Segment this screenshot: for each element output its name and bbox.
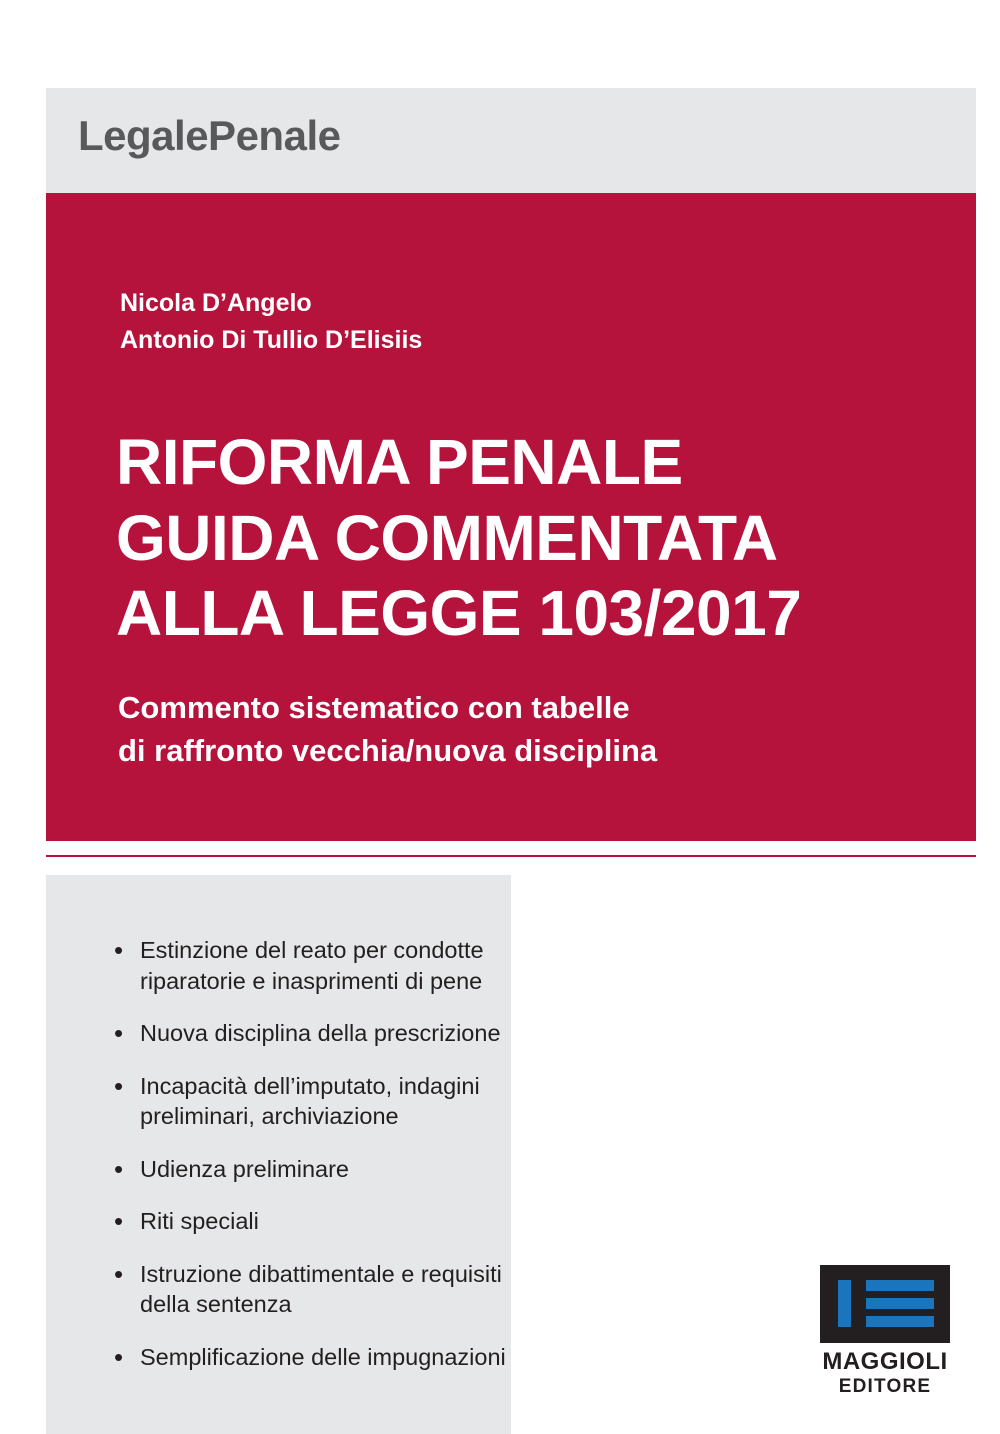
book-title [116,425,801,652]
list-item: • Incapacità dell’imputato, indagini preliminari, archiviazione [112,1071,512,1132]
publisher-subtitle: EDITORE [838,1376,932,1397]
list-item: • Nuova disciplina della prescrizione [112,1018,512,1049]
author-2: Antonio Di Tullio D’Elisiis [120,326,423,354]
subtitle-line-2: di raffronto vecchia/nuova disciplina [118,732,658,768]
publisher-name: MAGGIOLI [822,1348,948,1375]
list-item: • Semplificazione delle impugnazioni [112,1342,512,1373]
topics-box [46,875,511,1434]
authors-block [120,285,422,359]
list-item: • Estinzione del reato per condotte riparatorie e inasprimenti di pene [112,935,512,996]
title-line-2: GUIDA COMMENTATA [116,501,778,574]
author-1: Nicola D’Angelo [120,289,312,317]
list-item: • Udienza preliminare [112,1154,512,1185]
divider [46,855,976,857]
title-panel [46,193,976,841]
book-subtitle [118,687,657,773]
subtitle-line-1: Commento sistematico con tabelle [118,690,630,725]
maggioli-logo-icon [820,1265,950,1343]
list-item: • Riti speciali [112,1206,512,1237]
title-line-1: RIFORMA PENALE [116,426,683,498]
list-item: • Istruzione dibattimentale e requisiti della sentenza [112,1259,512,1320]
topics-list [112,935,512,1394]
publisher-logo [820,1265,950,1397]
title-line-3: ALLA LEGGE 103/2017 [116,577,802,650]
series-name: LegalePenale [78,112,341,159]
